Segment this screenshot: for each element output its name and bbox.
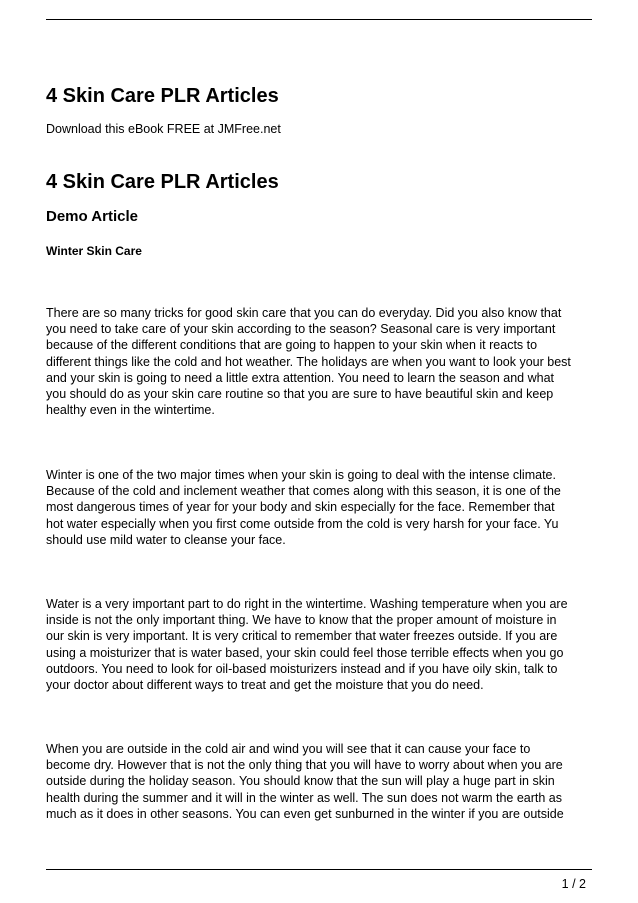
paragraph-line: healthy even in the wintertime. [46,403,215,418]
page-indicator: 1 / 2 [561,877,586,891]
page-title: 4 Skin Care PLR Articles [46,171,279,193]
footer-rule [46,869,592,870]
paragraph-line: because of the different conditions that are going to happen to your skin when it reacts to [46,338,538,353]
paragraph-line: and your skin is going to need a little extra attention. You need to learn the season and what [46,370,554,385]
paragraph-line: most dangerous times of year for your body and skin especially for the face. Remember that [46,500,555,515]
paragraph-line: you need to take care of your skin according to the season? Seasonal care is very important [46,322,556,337]
paragraph-line: you should do as your skin care routine so that you are sure to have beautiful skin and keep [46,387,554,402]
paragraph-line: Winter is one of the two major times when your skin is going to deal with the intense climate. [46,468,556,482]
paragraph-line: Because of the cold and inclement weather that comes along with this season, it is one of the [46,484,561,499]
paragraph-line: different things like the cold and hot weather. The holidays are when you want to look your best [46,354,571,369]
paragraph-line: When you are outside in the cold air and wind you will see that it can cause your face to [46,742,531,756]
paragraph-line: There are so many tricks for good skin care that you can do everyday. Did you also know that [46,306,562,320]
article-paragraph [46,305,594,418]
paragraph-line: our skin is very important. It is very critical to remember that water freezes outside. If you are [46,629,558,644]
section-heading: Demo Article [46,208,138,225]
paragraph-line: health during the summer and it will in the winter as well. The sun does not warm the earth as [46,790,563,805]
paragraph-line: much as it does in other seasons. You can even get sunburned in the winter if you are outside [46,806,564,821]
paragraph-line: Water is a very important part to do right in the wintertime. Washing temperature when you are [46,597,568,611]
header-title: 4 Skin Care PLR Articles [46,85,279,107]
paragraph-line: using a moisturizer that is water based, your skin could feel those terrible effects when you go [46,645,564,660]
article-title: Winter Skin Care [46,244,142,258]
paragraph-line: outside during the holiday season. You should know that the sun will play a huge part in skin [46,774,555,789]
paragraph-line: inside is not the only important thing. We have to know that the proper amount of moisture in [46,613,557,628]
header-rule [46,19,592,20]
download-note: Download this eBook FREE at JMFree.net [46,122,281,136]
paragraph-line: become dry. However that is not the only thing that you will have to worry about when you are [46,758,563,773]
article-paragraph [46,741,594,822]
article-paragraph [46,467,594,548]
paragraph-line: should use mild water to cleanse your face. [46,532,286,547]
paragraph-line: hot water especially when you first come outside from the cold is very harsh for your face. Yu [46,516,559,531]
article-paragraph [46,596,594,693]
paragraph-line: outdoors. You need to look for oil-based moisturizers instead and if you have oily skin, talk to [46,661,558,676]
paragraph-line: your doctor about different ways to treat and get the moisture that you do need. [46,678,484,693]
